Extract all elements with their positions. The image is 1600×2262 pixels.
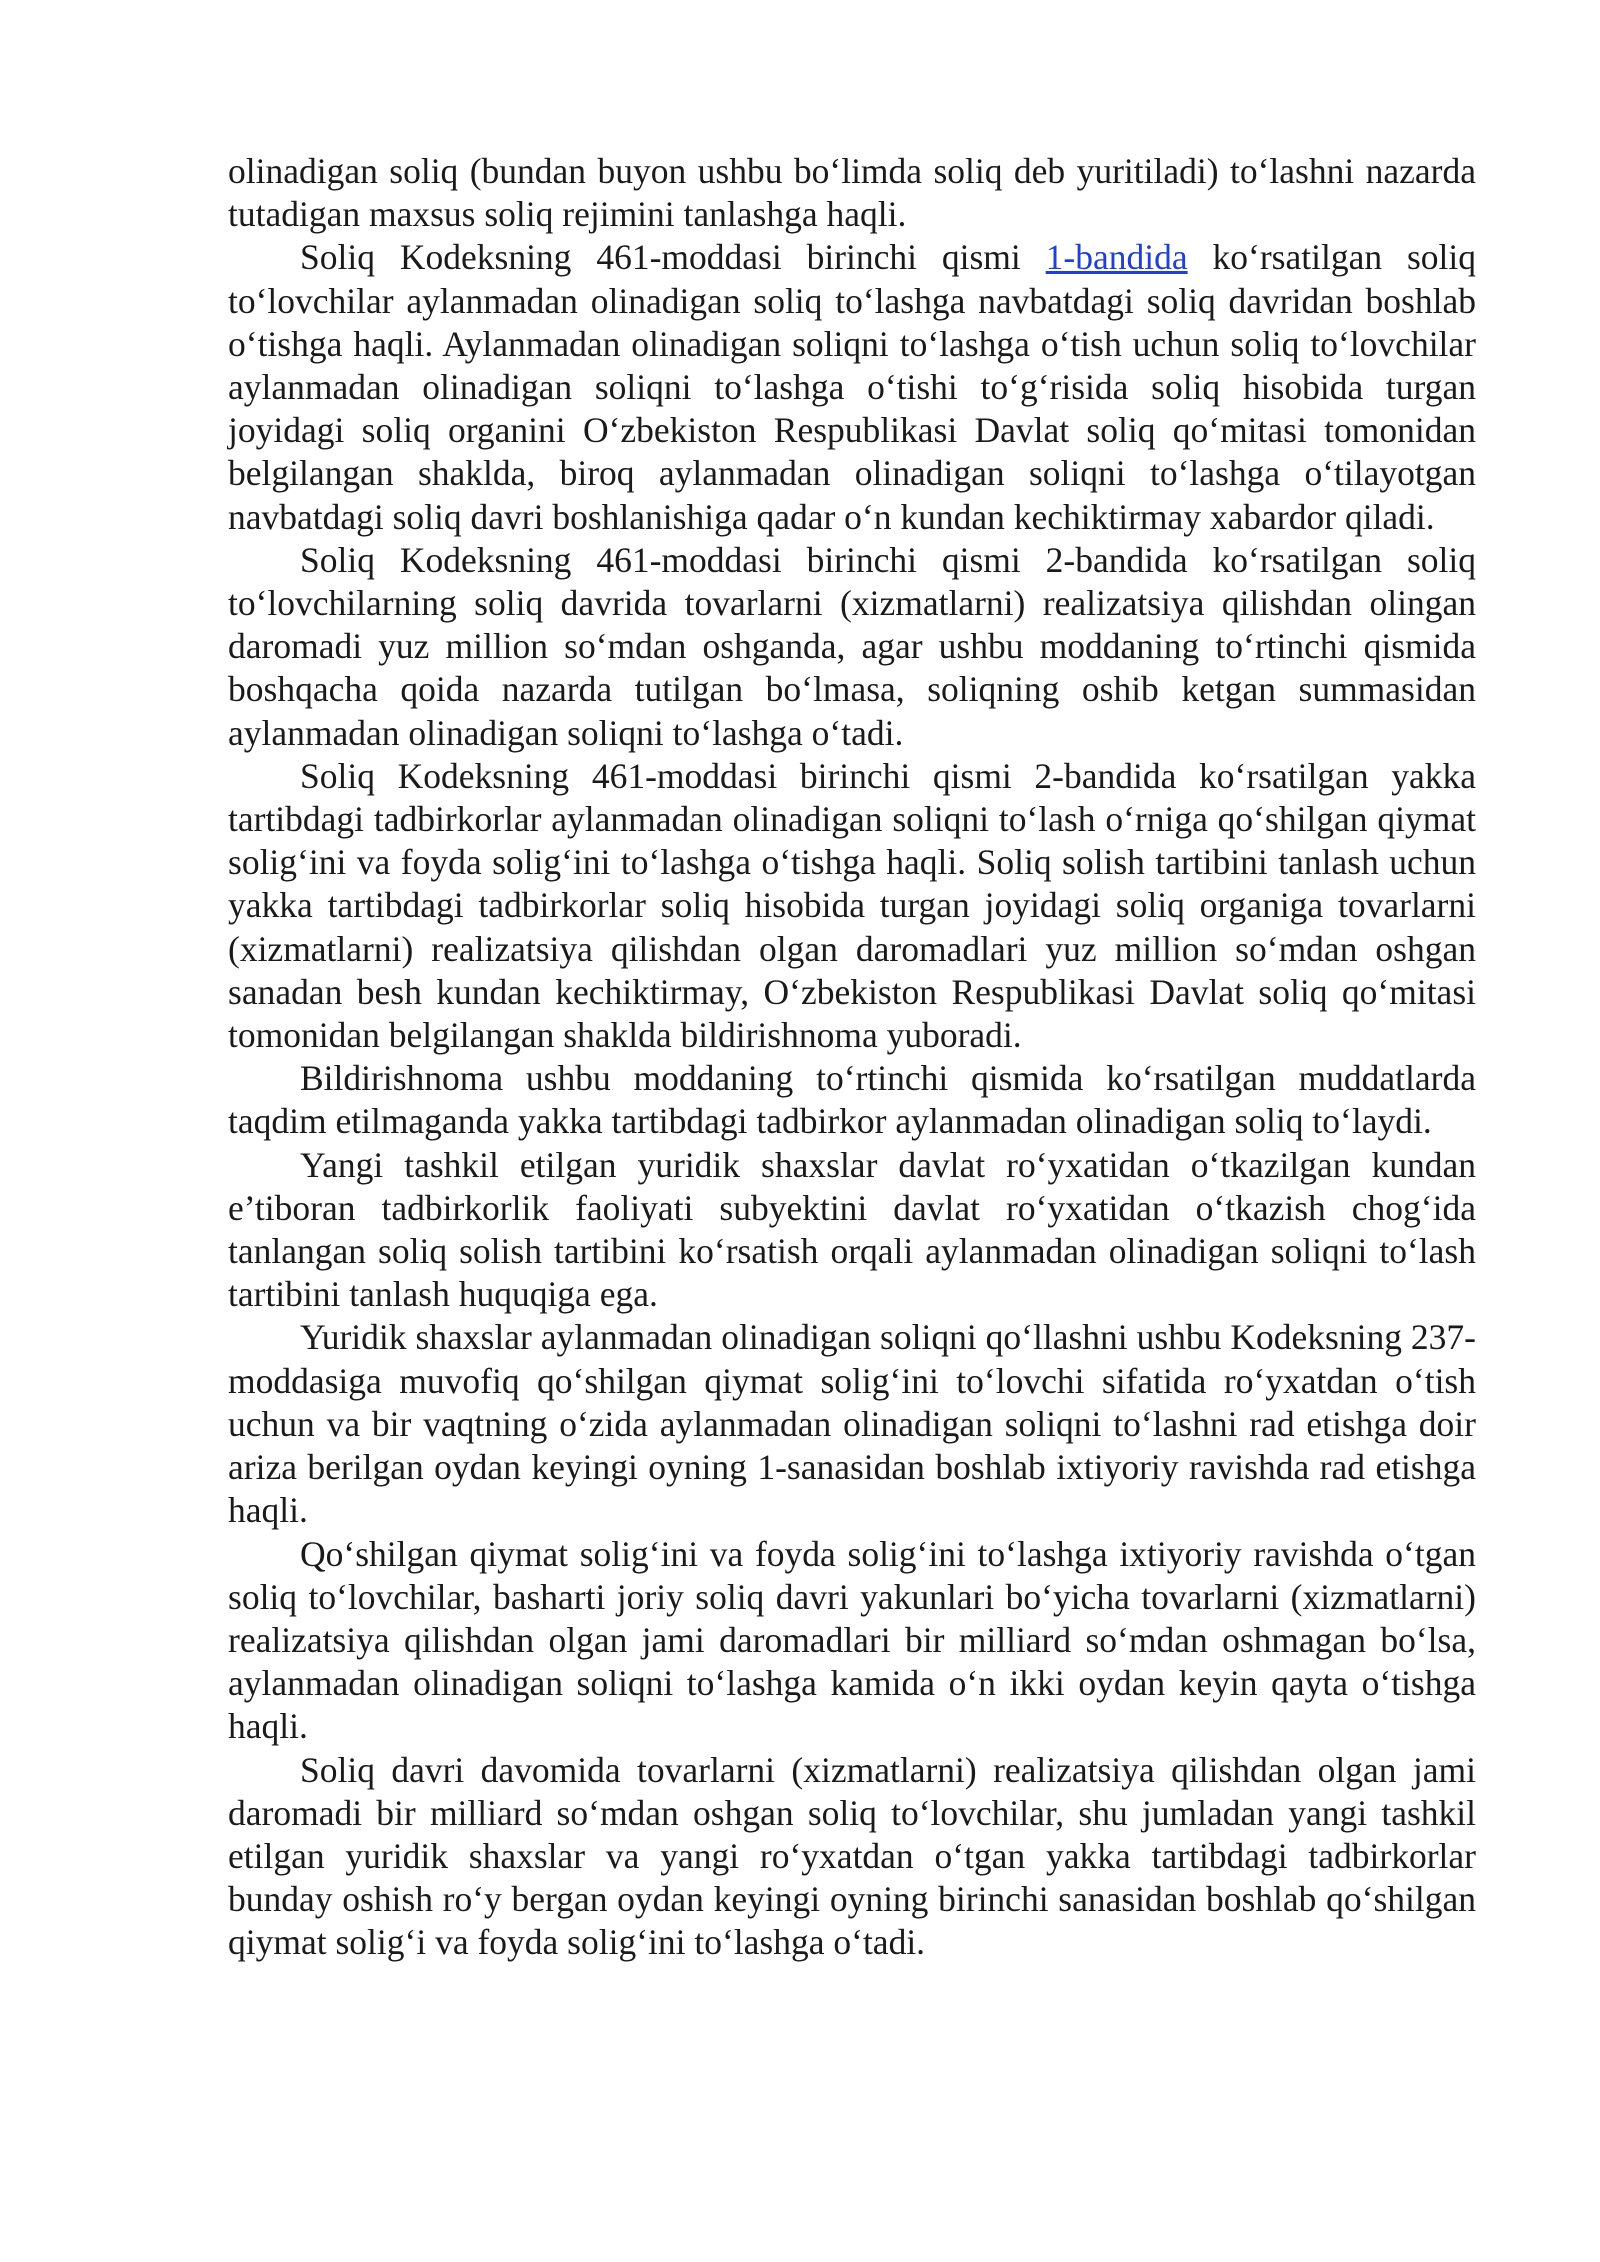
paragraph-individual-entrepreneurs: Soliq Kodeksning 461-moddasi birinchi qismi 2-bandida ko‘rsatilgan yakka tartibdagi tadbirkorlar aylanmadan olinadigan soliqni to‘lash o‘rniga qo‘shilgan qiymat solig‘ini va foyda solig‘ini to‘lashga o‘tishga haqli. Soliq solish tartibini tanlash uchun yakka tartibdagi tadbirkorlar soliq hisobida turgan joyidagi soliq organiga tovarlarni (xizmatlarni) realizatsiya qilishdan olgan daromadlari yuz million so‘mdan oshgan sanadan besh kundan kechiktirmay, O‘zbekiston Respublikasi Davlat soliq qo‘mitasi tomonidan belgilangan shaklda bildirishnoma yuboradi. — [228, 755, 1476, 1056]
paragraph-transition-rules — [228, 236, 1476, 538]
paragraph-income-threshold: Soliq Kodeksning 461-moddasi birinchi qismi 2-bandida ko‘rsatilgan soliq to‘lovchilarning soliq davrida tovarlarni (xizmatlarni) realizatsiya qilishdan olingan daromadi yuz million so‘mdan oshganda, agar ushbu moddaning to‘rtinchi qismida boshqacha qoida nazarda tutilgan bo‘lmasa, soliqning oshib ketgan summasidan aylanmadan olinadigan soliqni to‘lashga o‘tadi. — [228, 539, 1476, 753]
paragraph-billion-threshold: Soliq davri davomida tovarlarni (xizmatlarni) realizatsiya qilishdan olgan jami daromadi bir milliard so‘mdan oshgan soliq to‘lovchilar, shu jumladan yangi tashkil etilgan yuridik shaxslar va yangi ro‘yxatdan o‘tgan yakka tartibdagi tadbirkorlar bunday oshish ro‘y bergan oydan keyingi oyning birinchi sanasidan boshlab qo‘shilgan qiymat solig‘i va foyda solig‘ini to‘lashga o‘tadi. — [228, 1749, 1476, 1963]
paragraph-text-start: Soliq Kodeksning 461-moddasi birinchi qismi — [300, 237, 1046, 278]
paragraph-return-to-turnover-tax: Qo‘shilgan qiymat solig‘ini va foyda solig‘ini to‘lashga ixtiyoriy ravishda o‘tgan soliq to‘lovchilar, basharti joriy soliq davri yakunlari bo‘yicha tovarlarni (xizmatlarni) realizatsiya qilishdan olgan jami daromadlari bir milliard so‘mdan oshmagan bo‘lsa, aylanmadan olinadigan soliqni to‘lashga kamida o‘n ikki oydan keyin qayta o‘tishga haqli. — [228, 1533, 1476, 1747]
paragraph-text-end: ko‘rsatilgan soliq to‘lovchilar aylanmadan olinadigan soliq to‘lashga navbatdagi soliq davridan boshlab o‘tishga haqli. Aylanmadan olinadigan soliqni to‘lashga o‘tish uchun soliq to‘lovchilar aylanmadan olinadigan soliqni to‘lashga o‘tishi to‘g‘risida soliq hisobida turgan joyidagi soliq organini O‘zbekiston Respublikasi Davlat soliq qo‘mitasi tomonidan belgilangan shaklda, biroq aylanmadan olinadigan soliqni to‘lashga o‘tilayotgan navbatdagi soliq davri boshlanishiga qadar o‘n kundan kechiktirmay xabardor qiladi. — [228, 237, 1476, 537]
paragraph-continuation: olinadigan soliq (bundan buyon ushbu bo‘limda soliq deb yuritiladi) to‘lashni nazarda tutadigan maxsus soliq rejimini tanlashga haqli. — [228, 151, 1476, 235]
paragraph-notification: Bildirishnoma ushbu moddaning to‘rtinchi qismida ko‘rsatilgan muddatlarda taqdim etilmaganda yakka tartibdagi tadbirkor aylanmadan olinadigan soliq to‘laydi. — [228, 1058, 1476, 1142]
document-page — [228, 150, 1476, 1965]
paragraph-voluntary-refusal: Yuridik shaxslar aylanmadan olinadigan soliqni qo‘llashni ushbu Kodeksning 237-moddasiga muvofiq qo‘shilgan qiymat solig‘ini to‘lovchi sifatida ro‘yxatdan o‘tish uchun va bir vaqtning o‘zida aylanmadan olinadigan soliqni to‘lashni rad etishga doir ariza berilgan oydan keyingi oyning 1-sanasidan boshlab ixtiyoriy ravishda rad etishga haqli. — [228, 1317, 1476, 1531]
article-reference-link[interactable]: 1-bandida — [1045, 237, 1188, 278]
paragraph-new-legal-entities: Yangi tashkil etilgan yuridik shaxslar davlat ro‘yxatidan o‘tkazilgan kundan e’tiboran tadbirkorlik faoliyati subyektini davlat ro‘yxatidan o‘tkazish chog‘ida tanlangan soliq solish tartibini ko‘rsatish orqali aylanmadan olinadigan soliqni to‘lash tartibini tanlash huquqiga ega. — [228, 1144, 1476, 1315]
